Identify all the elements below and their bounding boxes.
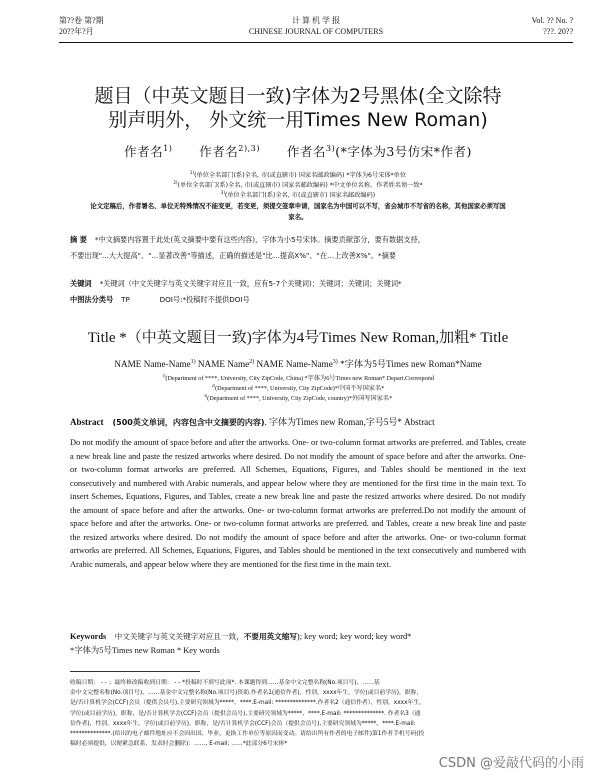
- author-font-note: (*字体为3号仿宋*作者): [335, 144, 472, 159]
- footnote-rule: [70, 671, 200, 672]
- affiliations-chinese: [50, 171, 546, 201]
- abstract-english-heading: [70, 415, 536, 428]
- author-change-notice: [50, 201, 546, 223]
- abstract-chinese-text1: *中文摘要内容置于此处(英文摘要中要有这些内容)，字体为小5号宋体。摘要贡献部分，要有数据支持，: [94, 235, 425, 244]
- author-en-3: NAME Name-Name: [256, 359, 333, 369]
- title-english: Title *（中英文题目一致)字体为4号Times New Roman,加粗* Title: [87, 330, 509, 346]
- affiliation-en-3-text: (Department of ****, University, City ZipCode, country)*外国写国家名*: [207, 395, 393, 402]
- affiliation-2: [50, 181, 546, 191]
- author-en-1-sup: 1): [190, 358, 196, 365]
- journal-name-en: CHINESE JOURNAL OF COMPUTERS: [248, 27, 384, 36]
- volume-number-en: Vol. ?? No. ?: [531, 16, 573, 25]
- affiliation-1: [50, 171, 546, 181]
- affiliations-english: [60, 374, 536, 404]
- affiliation-en-3-sup: 3): [203, 392, 208, 398]
- affiliation-1-text: (单位全名部门(系)全名, 市(或直辖市) 国家名邮政编码) *字体为6号宋体*单位: [194, 172, 407, 179]
- keywords-chinese-label: 关键词: [70, 279, 92, 288]
- doi-label: DOI号:: [159, 295, 183, 304]
- affiliation-3: [50, 191, 546, 201]
- affiliation-en-3: [60, 394, 536, 404]
- journal-header: [59, 15, 573, 47]
- issue-date-en: ???. 20??: [543, 27, 573, 36]
- footnote-line7: 稿时必须提供，以便紧急联系，发表时会删除)：……, E-mail: ……*此部分6号宋体*: [70, 741, 288, 748]
- affiliation-2-sup: 2): [173, 179, 178, 185]
- title-chinese-line1: 题目（中英文题目一致)字体为2号黑体(全文除特: [94, 85, 502, 107]
- abstract-chinese-line2: 不要出现"...大大提高"、"...显著改善"等描述，正确的描述是"比…提高X%"、"在…上改善X%"。*摘要: [70, 251, 397, 260]
- footnote-line4: 学位(或目前学历)，职称，是/否计算机学会(CCF)会员（提供会员号),主要研究领域为*****、****.E-mail: **************. 作者名3（通: [70, 710, 421, 717]
- header-rule: [59, 42, 573, 43]
- author-1: 作者名: [124, 144, 164, 159]
- header-right: [532, 15, 573, 37]
- clc-value: TP: [121, 295, 130, 304]
- doi-value: *投稿时不提供DOI号: [182, 295, 250, 304]
- journal-name-cn: 计 算 机 学 报: [292, 16, 340, 25]
- clc-label: 中图法分类号: [70, 295, 114, 304]
- author-3: 作者名: [286, 144, 326, 159]
- authors-chinese: [40, 142, 556, 160]
- volume-issue: 第??卷 第?期: [59, 16, 104, 25]
- footnote-line1: 收稿日期： - - ；最终修改稿收到日期： - - *投稿时不填写此项*. 本课题得到……基金中文完整名称(No.项目号)、……基: [70, 680, 380, 686]
- abstract-chinese-label: 摘 要: [70, 235, 87, 244]
- keywords-english-label: Keywords: [70, 632, 107, 641]
- affiliation-en-1-text: (Department of ****, University, City ZipCode, China) *字体为6号Times new Roman* Depart.Correspond: [165, 375, 434, 382]
- authors-english: [40, 356, 556, 370]
- keywords-english-bold-note: 不要用英文缩写: [243, 632, 297, 641]
- author-2-sup: 2),3): [238, 142, 261, 153]
- footnote: [70, 678, 526, 749]
- notice-line2: 家名。: [288, 213, 308, 221]
- notice-line1: 论文定稿后，作者署名、单位无特殊情况不能变更，若变更，须提交签章申请，国家名为中国可以不写，省会城市不写省的名称，其他国家必须写国: [90, 202, 506, 210]
- affiliation-en-2: [60, 384, 536, 394]
- affiliation-3-text: (单位全名部门(系)全名, 市(或直辖市) 国家名邮政编码): [224, 192, 376, 199]
- affiliation-en-1: [60, 374, 536, 384]
- classification-line: [70, 292, 536, 308]
- author-en-2: NAME Name: [197, 359, 250, 369]
- footnote-line2: 金中文完整名称(No.项目号)、……基金中文完整名称(No.项目号)资助.作者名1(通信作者)，性别，xxxx年生，学位(或目前学历)，职称，: [70, 690, 423, 697]
- author-1-sup: 1): [163, 142, 173, 153]
- keywords-english-cn-note: 中文关键字与英文关键字对应且一致，: [114, 632, 244, 641]
- keywords-chinese: [70, 276, 536, 308]
- title-chinese: [40, 84, 556, 132]
- affiliation-1-sup: 1): [189, 169, 195, 175]
- author-en-2-sup: 2): [249, 358, 255, 365]
- abstract-english-note: (500英文单词，内容包含中文摘要的内容): [112, 418, 265, 427]
- footnote-line6: **************.(给出的电子邮件地址应不会因出国、毕业、更换工作单位等原因而变动。请给出所有作者的电子邮件)第1作者手机号码(投: [70, 731, 425, 738]
- issue-date-cn: 20??年?月: [59, 27, 94, 36]
- affiliation-3-sup: 3): [220, 189, 225, 195]
- author-en-1: NAME Name-Name: [114, 359, 191, 369]
- abstract-chinese-line1: [70, 232, 516, 248]
- author-en-3-sup: 3): [332, 358, 338, 365]
- abstract-english-body: Do not modify the amount of space before and after the artworks. One- or two-column format artworks are preferred. and Tables, create a new break line and paste the resized artworks where desired. Do not modify the amount of space before and after the artworks. One- or two-column format artworks are preferred. All Schemes, Equations, Figures, and Tables should be mentioned in the text consecutively and numbered with Arabic numerals, and appear below where they are mentioned for the first time in the main text. To insert Schemes, Equations, Figures, and Tables, create a new break line and paste the resized artworks where desired. Do not modify the amount of space before and after the artworks. One- or two-column format artworks are preferred.Do not modify the amount of space before and after the artworks. One- or two-column format artworks are preferred. and Tables, create a new break line and paste the resized artworks where desired. Do not modify the amount of space before and after the artworks. One- or two-column format artworks are preferred. All Schemes, Equations, Figures, and Tables should be mentioned in the text consecutively and numbered with Arabic numerals, and appear below where they are mentioned for the first time in the main text.: [70, 438, 526, 569]
- keywords-english-list: ); key word; key word; key word*: [296, 632, 412, 641]
- affiliation-en-2-sup: 2): [211, 382, 216, 388]
- affiliation-en-1-sup: 1): [162, 372, 166, 378]
- abstract-chinese: [70, 232, 516, 264]
- abstract-english-tail: . 字体为Times new Roman,字号5号* Abstract: [264, 417, 435, 427]
- keywords-english-line2: *字体为5号Times new Roman * Key words: [70, 645, 220, 655]
- affiliation-2-text: (单位全名部门(系)全名, 市(或直辖市) 国家名邮政编码) *中文单位名称、作者姓名须一致*: [177, 182, 423, 189]
- abstract-english-label: Abstract: [70, 417, 104, 427]
- author-2: 作者名: [199, 144, 239, 159]
- author-en-font-note: *字体为5号Times new Roman*Name: [340, 359, 482, 369]
- footnote-line3: 是/否计算机学会(CCF)会员（提供会员号),主要研究领域为*****、****.E-mail: **************.作者名2（通信作者），性别，xxxx年生，: [70, 700, 425, 707]
- keywords-english: [70, 630, 526, 657]
- keywords-chinese-text: *关键词（中文关键字与英文关键字对应且一致，应有5-7个关键词)；关键词；关键词；关键词*: [99, 279, 402, 288]
- author-3-sup: 3): [325, 142, 336, 153]
- keywords-chinese-line: [70, 276, 536, 292]
- keywords-english-line1: [70, 630, 526, 644]
- header-center: [59, 15, 573, 37]
- affiliation-en-2-text: (Department of ****, University, City ZipCode)*中国不写国家名*: [215, 385, 385, 392]
- title-chinese-line2: 别声明外， 外文统一用Times New Roman): [108, 109, 488, 131]
- csdn-watermark: CSDN @爱敲代码的小雨: [438, 756, 584, 771]
- footnote-line5: 信作者)，性别，xxxx年生，学位(或目前学历)，职称，是/否计算机学会(CCF)会员（提供会员号),主要研究领域为*****、****.E-mail:: [70, 720, 416, 727]
